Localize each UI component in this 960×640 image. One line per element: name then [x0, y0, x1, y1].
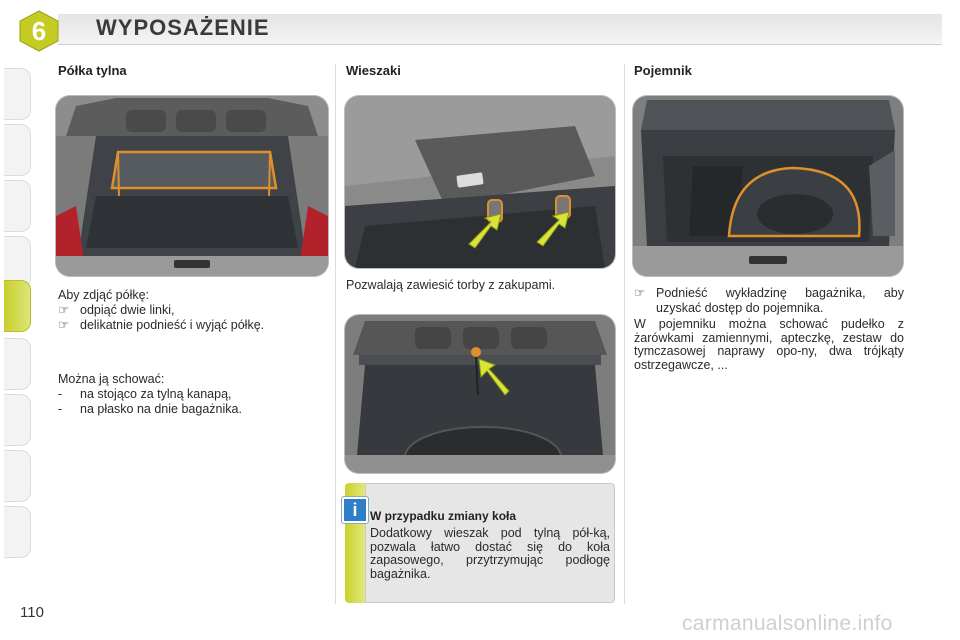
section-title-wieszaki: Wieszaki — [346, 63, 401, 78]
chapter-tab[interactable] — [4, 394, 31, 446]
dash-marker: - — [58, 387, 63, 401]
chapter-tab[interactable] — [4, 450, 31, 502]
chapter-tab-strip — [0, 68, 34, 578]
chapter-tab[interactable] — [4, 68, 31, 120]
list-item-text: na stojąco za tylną kanapą, — [80, 387, 232, 401]
chapter-tab-active[interactable] — [4, 280, 31, 332]
dash-marker: - — [58, 402, 63, 416]
chapter-tab[interactable] — [4, 180, 31, 232]
column-divider — [624, 64, 625, 604]
storage-box-bullet — [634, 286, 904, 316]
storage-box-description: W pojemniku można schować pudełko z żarówkami zamiennymi, apteczkę, zestaw do tymczasowej naprawy opo-ny, dwa trójkąty ostrzegawcze, ... — [634, 317, 904, 372]
column-divider — [335, 64, 336, 604]
list-item — [58, 303, 328, 318]
chapter-tab[interactable] — [4, 124, 31, 176]
section-title-pojemnik: Pojemnik — [634, 63, 692, 78]
list-item — [58, 402, 328, 417]
info-title: W przypadku zmiany koła — [370, 509, 517, 523]
parcel-shelf-photo — [56, 96, 328, 276]
shelf-intro: Aby zdjąć półkę: — [58, 288, 150, 302]
pointing-hand-icon: ☞ — [58, 303, 70, 317]
page-number: 110 — [20, 604, 44, 621]
shelf-instructions — [58, 288, 328, 333]
watermark: carmanualsonline.info — [682, 612, 893, 635]
storage-intro: Można ją schować: — [58, 372, 165, 386]
pointing-hand-icon: ☞ — [58, 318, 70, 332]
hooks-caption: Pozwalają zawiesić torby z zakupami. — [346, 278, 556, 292]
chapter-number: 6 — [31, 16, 47, 46]
chapter-tab[interactable] — [4, 338, 31, 390]
list-item-text: na płasko na dnie bagażnika. — [80, 402, 242, 416]
bag-hooks-photo — [345, 96, 615, 268]
list-item — [58, 387, 328, 402]
pointing-hand-icon: ☞ — [634, 286, 646, 300]
list-item — [634, 286, 904, 316]
section-title-polka-tylna: Półka tylna — [58, 63, 127, 78]
storage-box-photo — [633, 96, 903, 276]
list-item-text: odpiąć dwie linki, — [80, 303, 175, 317]
list-item — [58, 318, 328, 333]
chapter-tab[interactable] — [4, 506, 31, 558]
page-title: WYPOSAŻENIE — [96, 15, 270, 40]
info-icon: i — [342, 497, 368, 523]
extra-hook-photo — [345, 315, 615, 473]
list-item-text: delikatnie podnieść i wyjąć półkę. — [80, 318, 265, 332]
chapter-badge — [18, 10, 60, 52]
list-item-text: Podnieść wykładzinę bagażnika, aby uzyskać dostęp do pojemnika. — [656, 286, 904, 315]
info-body: Dodatkowy wieszak pod tylną pół-ką, pozwala łatwo dostać się do koła zapasowego, przytrzymując podłogę bagażnika. — [370, 526, 610, 581]
shelf-storage — [58, 372, 328, 417]
